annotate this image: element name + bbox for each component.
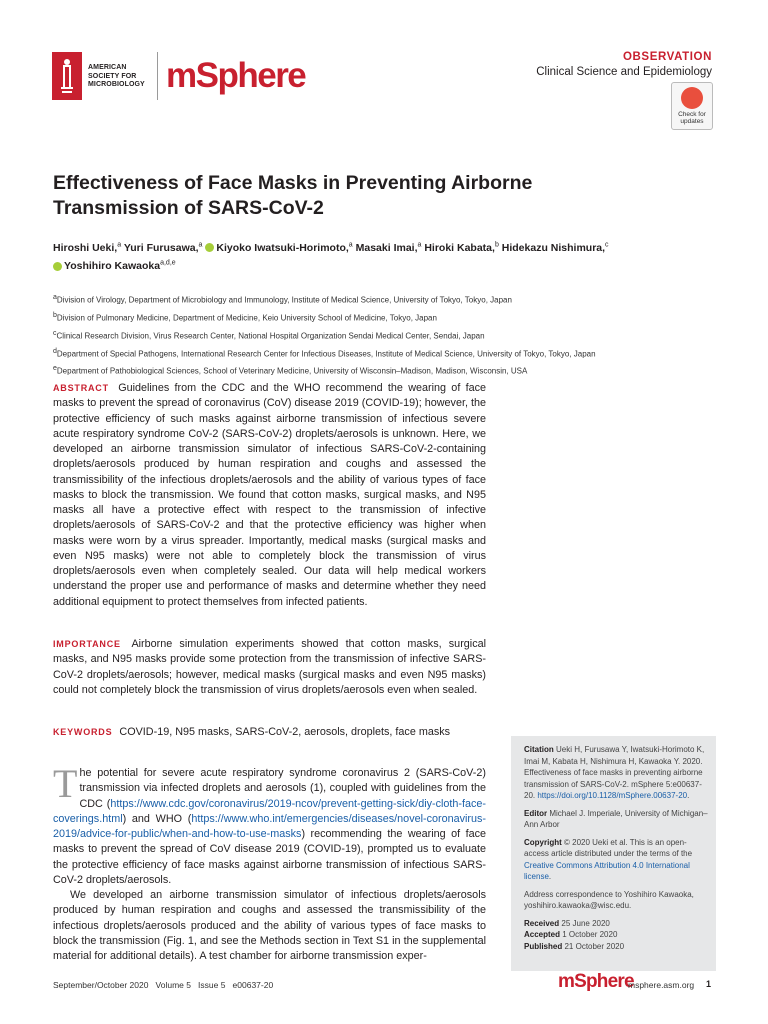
- abstract-text: Guidelines from the CDC and the WHO recommend the wearing of face masks to prevent the spread of coronavirus (CoV) disease 2019 (COVID-19); however, the protective efficiency of such masks against airborne transmission of infectious severe acute respiratory syndrome CoV-2 (SARS-CoV-2) droplets/aerosols is unknown. Here, we developed an airborne transmission simulator of infectious SARS-CoV-2-containing droplets/aerosols produced by human respiration and coughs and assessed the transmissibility of the infectious droplets/aerosols and the ability of various types of face masks to block the transmission. We found that cotton masks, surgical masks, and N95 masks all have a protective effect with respect to the transmission of infective droplets/aerosols of SARS-CoV-2 and that the protective efficiency was higher when masks were worn by a virus spreader. Importantly, medical masks (surgical masks and even N95 masks) were not able to completely block the transmission of virus droplets/aerosols even when completely sealed. Our data will help medical workers understand the proper use and performance of masks and determine whether they need additional equipment to protect themselves from infected patients.: [53, 382, 487, 608]
- license-link[interactable]: Creative Commons Attribution 4.0 International license: [524, 860, 690, 881]
- keywords-label: KEYWORDS: [53, 727, 113, 737]
- article-title: Effectiveness of Face Masks in Preventing Airborne Transmission of SARS-CoV-2: [53, 172, 533, 219]
- importance-label: IMPORTANCE: [53, 639, 121, 649]
- keywords: [53, 725, 486, 740]
- cdc-link[interactable]: https://www.cdc.gov/coronavirus/2019-ncov/prevent-getting-sick/diy-cloth-face-coverings.html: [53, 797, 486, 825]
- orcid-icon[interactable]: [53, 262, 62, 271]
- asm-emblem-icon: [52, 52, 82, 100]
- dates-block: Received 25 June 2020 Accepted 1 October 2020 Published 21 October 2020: [524, 918, 625, 951]
- affiliation: $^c$Clinical Research Division, Virus Research Center, National Hospital Organization Sendai Medical Center, Sendai, Japan: [53, 329, 485, 341]
- section-label: Clinical Science and Epidemiology: [536, 66, 712, 78]
- check-for-updates-badge[interactable]: Check for updates: [671, 82, 713, 130]
- abstract-label: ABSTRACT: [53, 383, 109, 393]
- asm-logo: [52, 50, 152, 102]
- importance: [53, 637, 486, 698]
- author[interactable]: Hiroki Kabata,$^b$: [424, 241, 499, 254]
- keywords-text: COVID-19, N95 masks, SARS-CoV-2, aerosols, droplets, face masks: [119, 726, 451, 738]
- article-type-label: OBSERVATION: [622, 51, 712, 63]
- asm-wordmark: AMERICAN SOCIETY FOR MICROBIOLOGY: [88, 64, 145, 88]
- importance-text: Airborne simulation experiments showed that cotton masks, surgical masks, and N95 masks provide some protection from the transmission of infective SARS-CoV-2 droplets/aerosols; however, medical masks (surgical masks and even N95 masks) could not completely block the transmission of virus droplets/aerosols even when sealed.: [53, 638, 486, 696]
- correspondence-block: Address correspondence to Yoshihiro Kawaoka, yoshihiro.kawaoka@wisc.edu.: [524, 889, 694, 910]
- author[interactable]: Kiyoko Iwatsuki-Horimoto,$^a$: [205, 242, 352, 254]
- affiliation: $^b$Division of Pulmonary Medicine, Department of Medicine, Keio University School of Medicine, Tokyo, Japan: [53, 311, 437, 323]
- author-list: [53, 237, 703, 274]
- abstract: [53, 381, 486, 610]
- copyright-block: Copyright © 2020 Ueki et al. This is an open-access article distributed under the terms of the Creative Commons Attribution 4.0 International license.: [524, 837, 693, 881]
- author[interactable]: Masaki Imai,$^a$: [355, 241, 422, 254]
- body-paragraph: The potential for severe acute respiratory syndrome coronavirus 2 (SARS-CoV-2) transmission via infected droplets and aerosols (1), coupled with guidelines from the CDC (https://www.cdc.gov/coronavirus/2019-ncov/prevent-getting-sick/diy-cloth-face-coverings.html) and WHO (https://www.who.int/emergencies/diseases/novel-coronavirus-2019/advice-for-public/when-and-how-to-use-masks) recommending the wearing of face masks to prevent the spread of CoV disease 2019 (COVID-19), prompted us to evaluate the protective efficiency of face masks against airborne transmission of infectious SARS-CoV-2 droplets/aerosols.: [53, 761, 486, 886]
- main-body: [53, 761, 486, 964]
- orcid-icon[interactable]: [205, 243, 214, 252]
- msphere-logo: mSphere: [166, 56, 306, 95]
- logo-divider: [157, 52, 158, 100]
- citation-block: Citation Ueki H, Furusawa Y, Iwatsuki-Horimoto K, Imai M, Kabata H, Nishimura H, Kawaoka Y. 2020. Effectiveness of face masks in preventing airborne transmission of SARS-CoV-2. mSphere 5:e00637-20. https://doi.org/10.1128/mSphere.00637-20.: [524, 745, 705, 800]
- body-paragraph: We developed an airborne transmission simulator of infectious droplets/aerosols produced by human respiration and coughs and assessed the transmissibility of the infectious droplets/aerosols produced and the ability of various types of face masks to block the transmission (Fig. 1, and see the Methods section in Text S1 in the supplemental material for additional details). A test chamber for airborne transmission exper-: [53, 889, 486, 962]
- author[interactable]: Yuri Furusawa,$^a$: [123, 241, 203, 254]
- affiliation: $^a$Division of Virology, Department of Microbiology and Immunology, Institute of Medical Science, University of Tokyo, Tokyo, Japan: [53, 294, 512, 305]
- who-link[interactable]: https://www.who.int/emergencies/diseases/novel-coronavirus-2019/advice-for-public/when-and-how-to-use-masks: [53, 812, 486, 840]
- journal-url[interactable]: msphere.asm.org: [628, 980, 695, 990]
- editor-block: Editor Michael J. Imperiale, University of Michigan–Ann Arbor: [524, 808, 708, 829]
- author[interactable]: Hiroshi Ueki,$^a$: [53, 241, 122, 254]
- check-updates-icon: [681, 87, 703, 109]
- affiliation: $^e$Department of Pathobiological Sciences, School of Veterinary Medicine, University of Wisconsin–Madison, Madison, Wisconsin, USA: [53, 365, 528, 377]
- affiliations: [53, 290, 713, 379]
- affiliation: $^d$Department of Special Pathogens, International Research Center for Infectious Diseases, Institute of Medical Science, University of Tokyo, Tokyo, Japan: [53, 347, 596, 359]
- doi-link[interactable]: https://doi.org/10.1128/mSphere.00637-20: [537, 791, 688, 800]
- issue-info: September/October 2020 Volume 5 Issue 5 e00637-20: [53, 980, 274, 990]
- article-info-sidebar: [511, 736, 716, 971]
- drop-cap: T: [53, 761, 78, 806]
- footer-msphere-logo: mSphere: [558, 971, 634, 992]
- author[interactable]: Hidekazu Nishimura,$^c$: [501, 241, 609, 254]
- page-number: 1: [706, 979, 712, 989]
- author[interactable]: Yoshihiro Kawaoka$^{a,d,e}$: [53, 260, 176, 272]
